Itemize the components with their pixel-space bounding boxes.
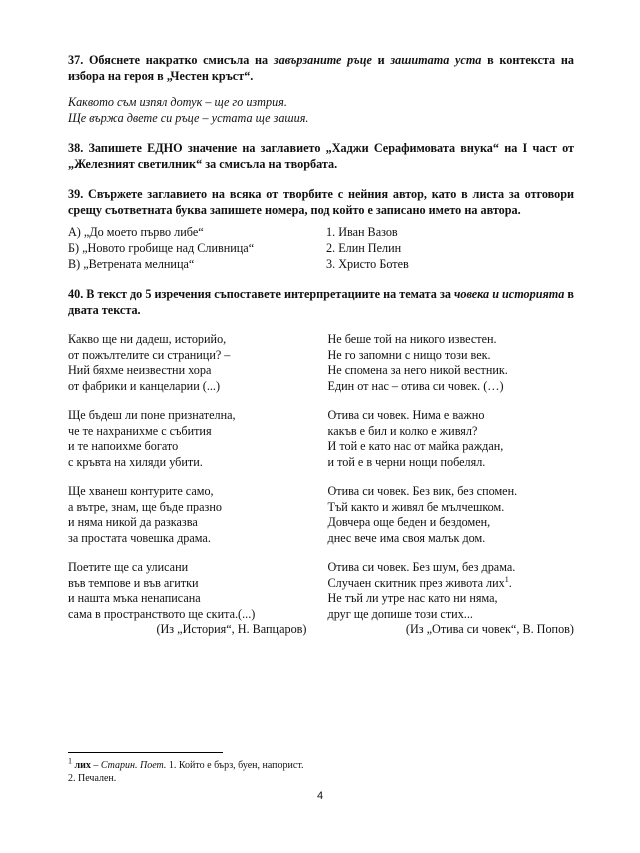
quote-line: Ще вържа двете си ръце – устата ще зашия. (68, 111, 309, 125)
author-item: 3. Христо Ботев (326, 257, 409, 271)
matching-list (68, 224, 574, 272)
author-item: 2. Елин Пелин (326, 241, 402, 255)
poem-line: и те напоихме богато (68, 439, 179, 453)
poem-line: днес вече има своя малък дом. (327, 530, 486, 545)
poem-line: а вътре, знам, ще бъде празно (68, 499, 222, 514)
question-39 (68, 186, 574, 272)
poem-attribution: (Из „История“, Н. Вапцаров) (156, 622, 307, 636)
poem-line: Един от нас – отива си човек. (…) (327, 378, 504, 393)
poem-line: във темпове и във агитки (68, 575, 199, 590)
poem-line: Ще бъдеш ли поне признателна, (68, 408, 236, 422)
poem-line: от фабрики и канцеларии (...) (68, 378, 221, 393)
question-40-text: 40. В текст до 5 изречения съпоставете интерпретациите на темата за човека и историята в двата текста. (68, 287, 574, 317)
stanza (328, 408, 575, 470)
poem-line: Не тъй ли утре нас като ни няма, (327, 591, 498, 605)
poem-line: Случаен скитник през живота лих$^1$. (327, 574, 512, 590)
question-37-text: 37. Обяснете накратко смисъла на завързаните ръце и зашитата уста в контекста на избора на героя в „Честен кръст“. (68, 53, 574, 83)
footnote-marker: 1 (504, 574, 509, 584)
poem-line: Не спомена за него никой вестник. (327, 363, 508, 377)
poem-line: Ний бяхме неизвестни хора (68, 363, 212, 377)
poem-line: Не го запомни с нищо този век. (327, 347, 491, 362)
footnote-divider (68, 752, 223, 753)
poem-line: от пожълтелите си страници? – (68, 347, 231, 362)
page-number: 4 (316, 790, 324, 802)
stanza (68, 408, 315, 470)
poem-line: какъв е бил и колко е живял? (327, 423, 478, 438)
poem-line: сама в пространството ще скита.(...) (68, 606, 256, 621)
poem-line: Поетите ще са улисани (68, 560, 189, 574)
question-37-quote (68, 94, 574, 126)
stanza (68, 332, 315, 394)
poem-line: с кръвта на хиляди убити. (68, 454, 203, 469)
stanza (68, 484, 315, 546)
stanza (328, 560, 575, 622)
author-item: 1. Иван Вазов (326, 225, 398, 239)
poem-line: Отива си човек. Нима е важно (327, 408, 485, 422)
poem-line: за простата човешка драма. (68, 530, 211, 545)
titles-column (68, 224, 326, 272)
poem-line: и няма никой да разказва (68, 515, 198, 529)
exam-page (68, 52, 574, 638)
poem-line: и нашта мъка ненаписана (68, 591, 201, 605)
poem-line: Отива си човек. Без вик, без спомен. (327, 484, 518, 498)
title-item: А) „До моето първо либе“ (68, 225, 204, 239)
poem-line: че те нахранихме с събития (68, 423, 212, 438)
poem-line: Не беше той на никого известен. (327, 332, 497, 346)
poems (68, 332, 574, 638)
poem-leaving-man (328, 332, 575, 638)
footnote: $^1$ лих – Старин. Поет. 1. Който е бърз, буен, напорист. 2. Печален. (68, 756, 304, 784)
title-item: Б) „Новото гробище над Сливница“ (68, 241, 255, 255)
question-37 (68, 52, 574, 126)
poem-line: Ще хванеш контурите само, (68, 484, 214, 498)
poem-line: Какво ще ни дадеш, историйо, (68, 332, 227, 346)
question-38 (68, 140, 574, 172)
poem-line: Довчера още беден и бездомен, (327, 515, 491, 529)
poem-line: друг ще допише този стих... (327, 606, 473, 621)
quote-line: Каквото съм изпял дотук – ще го изтрия. (68, 95, 287, 109)
title-item: В) „Ветрената мелница“ (68, 257, 195, 271)
question-39-text: 39. Свържете заглавието на всяка от творбите с нейния автор, като в листа за отговори срещу съответната буква запишете номера, под който е записано името на автора. (68, 187, 574, 217)
stanza (328, 332, 575, 394)
authors-column (326, 224, 574, 272)
poem-line: Тъй както и живял бе мълчешком. (327, 499, 505, 514)
poem-line: и той е в черни нощи побелял. (327, 454, 486, 469)
stanza (328, 484, 575, 546)
poem-line: Отива си човек. Без шум, без драма. (327, 560, 516, 574)
poem-attribution: (Из „Отива си човек“, В. Попов) (405, 622, 574, 636)
poem-line: И той е като нас от майка раждан, (327, 439, 504, 453)
question-40 (68, 286, 574, 638)
poem-history (68, 332, 315, 638)
stanza (68, 560, 315, 622)
question-38-text: 38. Запишете ЕДНО значение на заглавието „Хаджи Серафимовата внука“ на I част от „Железният светилник“ за смисъла на творбата. (68, 141, 574, 171)
